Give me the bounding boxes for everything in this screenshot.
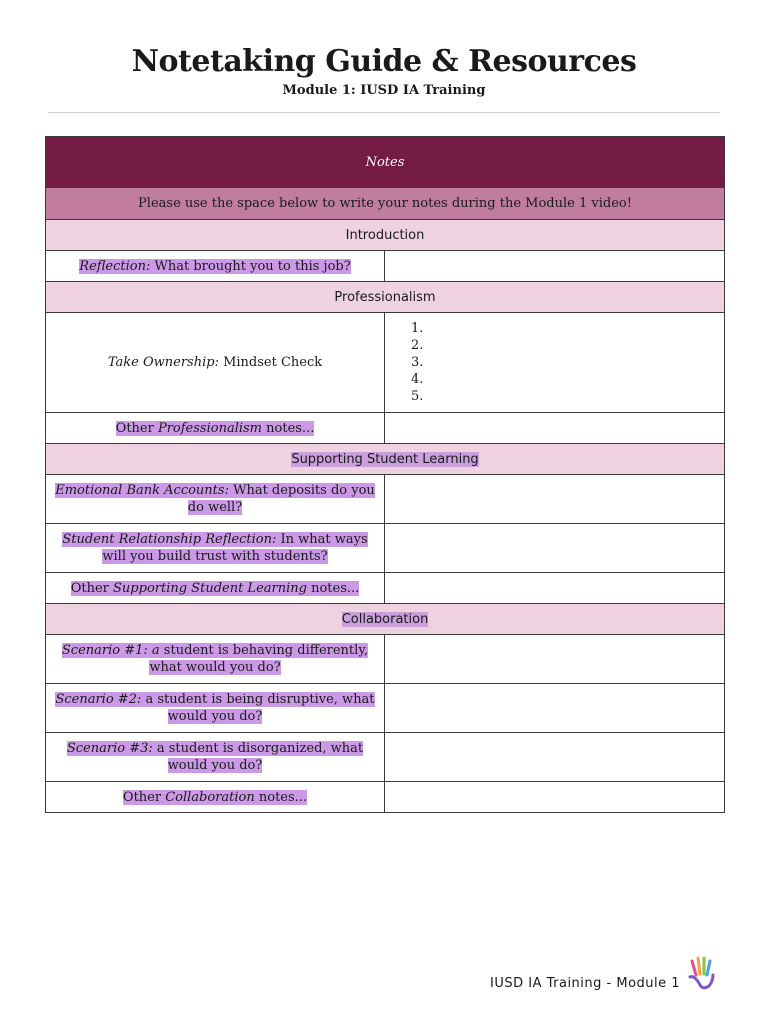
section-label-introduction: Introduction — [46, 220, 725, 251]
prompt-other-supporting: Other Supporting Student Learning notes... — [46, 573, 385, 604]
list-item: 3. — [411, 355, 424, 370]
row-scenario-1 — [46, 635, 725, 684]
row-relationship — [46, 524, 725, 573]
list-item: 1. — [411, 321, 424, 336]
notes-cell-other-professionalism[interactable] — [385, 413, 725, 444]
prompt-other-professionalism: Other Professionalism notes... — [46, 413, 385, 444]
prompt-ownership: Take Ownership: Mindset Check — [46, 313, 385, 413]
prompt-scenario-3: Scenario #3: a student is disorganized, what would you do? — [46, 733, 385, 782]
hand-icon — [686, 955, 718, 991]
section-label-professionalism: Professionalism — [46, 282, 725, 313]
row-scenario-2 — [46, 684, 725, 733]
notes-cell-scenario-3[interactable] — [385, 733, 725, 782]
notes-cell-other-supporting[interactable] — [385, 573, 725, 604]
row-reflection — [46, 251, 725, 282]
list-item: 5. — [411, 389, 424, 404]
row-other-collaboration — [46, 782, 725, 813]
prompt-scenario-1: Scenario #1: a student is behaving differently, what would you do? — [46, 635, 385, 684]
list-item: 4. — [411, 372, 424, 387]
notes-cell-relationship[interactable] — [385, 524, 725, 573]
notes-cell-emotional-bank[interactable] — [385, 475, 725, 524]
page-subtitle: Module 1: IUSD IA Training — [282, 83, 486, 98]
notes-cell-scenario-2[interactable] — [385, 684, 725, 733]
section-professionalism — [46, 282, 725, 313]
row-ownership — [46, 313, 725, 413]
prompt-emotional-bank: Emotional Bank Accounts: What deposits do you do well? — [46, 475, 385, 524]
notes-cell-ownership[interactable] — [385, 313, 725, 413]
section-introduction — [46, 220, 725, 251]
list-item: 2. — [411, 338, 424, 353]
section-label-collaboration: Collaboration — [46, 604, 725, 635]
notes-title-row — [46, 137, 725, 188]
header-divider — [48, 112, 720, 113]
page-title: Notetaking Guide & Resources — [131, 44, 637, 79]
notes-cell-scenario-1[interactable] — [385, 635, 725, 684]
notes-cell-reflection[interactable] — [385, 251, 725, 282]
prompt-other-collaboration: Other Collaboration notes... — [46, 782, 385, 813]
section-collaboration — [46, 604, 725, 635]
notes-table — [45, 136, 725, 813]
prompt-reflection: Reflection: What brought you to this job? — [46, 251, 385, 282]
footer-text: IUSD IA Training - Module 1 — [490, 976, 681, 991]
mindset-list — [393, 320, 716, 405]
instruction-row — [46, 188, 725, 220]
row-other-supporting — [46, 573, 725, 604]
prompt-scenario-2: Scenario #2: a student is being disruptive, what would you do? — [46, 684, 385, 733]
section-label-supporting: Supporting Student Learning — [46, 444, 725, 475]
section-supporting — [46, 444, 725, 475]
row-scenario-3 — [46, 733, 725, 782]
instruction-text: Please use the space below to write your notes during the Module 1 video! — [46, 188, 725, 220]
notes-title: Notes — [46, 137, 725, 188]
prompt-relationship: Student Relationship Reflection: In what ways will you build trust with students? — [46, 524, 385, 573]
row-other-professionalism — [46, 413, 725, 444]
row-emotional-bank — [46, 475, 725, 524]
notes-cell-other-collaboration[interactable] — [385, 782, 725, 813]
